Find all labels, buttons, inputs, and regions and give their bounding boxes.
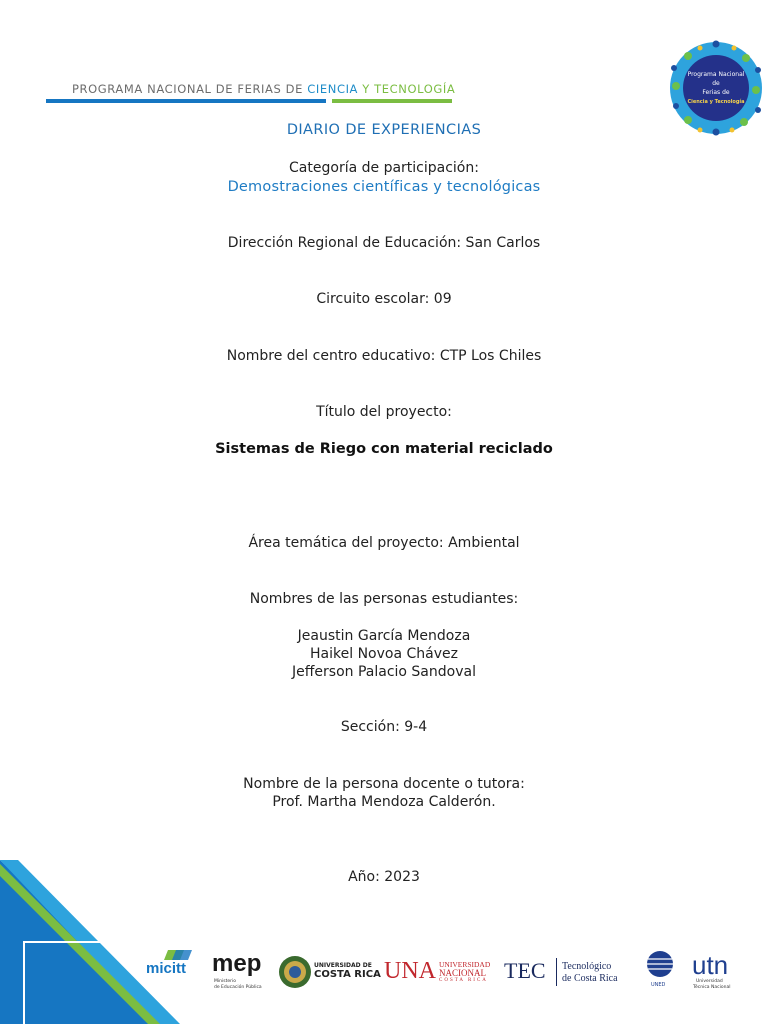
una-text: UNA [384, 958, 436, 984]
utn-line1: Universidad [696, 979, 723, 984]
tec-logo [504, 946, 624, 998]
uned-logo [640, 946, 680, 998]
program-science: CIENCIA [307, 82, 359, 96]
una-line2: NACIONAL [439, 968, 486, 978]
students-label: Nombres de las personas estudiantes: [249, 591, 519, 607]
utn-text: utn [692, 950, 729, 980]
teacher-name: Prof. Martha Mendoza Calderón. [272, 794, 496, 810]
thematic-area: Área temática del proyecto: Ambiental [248, 535, 520, 551]
feria-logo-line1: Programa Nacional [687, 71, 745, 78]
student-name: Jefferson Palacio Sandoval [292, 664, 476, 680]
ucr-line2: COSTA RICA [314, 969, 381, 980]
mep-logo [212, 946, 268, 998]
micitt-logo [146, 946, 202, 998]
student-name: Jeaustin García Mendoza [297, 628, 471, 644]
utn-line2: Técnica Nacional [693, 985, 731, 990]
utn-logo [692, 946, 738, 998]
ucr-line1: UNIVERSIDAD DE [314, 962, 372, 969]
mep-text: mep [212, 950, 262, 977]
una-logo [384, 946, 490, 998]
program-and: Y [358, 82, 375, 96]
uned-text: UNED [651, 982, 666, 988]
regional-direction: Dirección Regional de Educación: San Carlos [227, 235, 541, 251]
tec-text: TEC [504, 958, 546, 983]
ucr-seal-icon [278, 946, 312, 998]
feria-logo-line4: Ciencia y Tecnología [687, 99, 745, 105]
category-label: Categoría de participación: [289, 160, 479, 176]
year: Año: 2023 [348, 869, 420, 885]
uned-globe-icon [640, 946, 680, 986]
teacher-label: Nombre de la persona docente o tutora: [243, 776, 525, 792]
program-tech: TECNOLOGÍA [374, 82, 456, 96]
feria-logo-line3: Ferias de [702, 89, 730, 96]
school-name: Nombre del centro educativo: CTP Los Chiles [226, 348, 542, 364]
tec-divider [556, 958, 557, 986]
ucr-logo [278, 946, 381, 998]
project-label: Título del proyecto: [316, 404, 452, 420]
student-name: Haikel Novoa Chávez [310, 646, 458, 662]
category-value: Demostraciones científicas y tecnológicas [227, 179, 541, 195]
mep-sub1: Ministerio [214, 979, 236, 984]
tec-line1: Tecnológico [562, 961, 612, 972]
program-prefix: PROGRAMA NACIONAL DE FERIAS DE [72, 82, 308, 96]
corner-decoration [0, 860, 180, 1024]
section: Sección: 9-4 [340, 719, 428, 735]
project-title: Sistemas de Riego con material reciclado [215, 441, 553, 457]
feria-logo-line2: de [712, 80, 720, 87]
una-line3: COSTA RICA [439, 978, 488, 983]
tec-line2: de Costa Rica [562, 973, 618, 984]
school-circuit: Circuito escolar: 09 [316, 291, 452, 307]
document-title: DIARIO DE EXPERIENCIAS [286, 122, 482, 138]
mep-sub2: de Educación Pública [214, 985, 262, 990]
una-line1: UNIVERSIDAD [439, 960, 491, 969]
micitt-text: micitt [146, 960, 187, 977]
